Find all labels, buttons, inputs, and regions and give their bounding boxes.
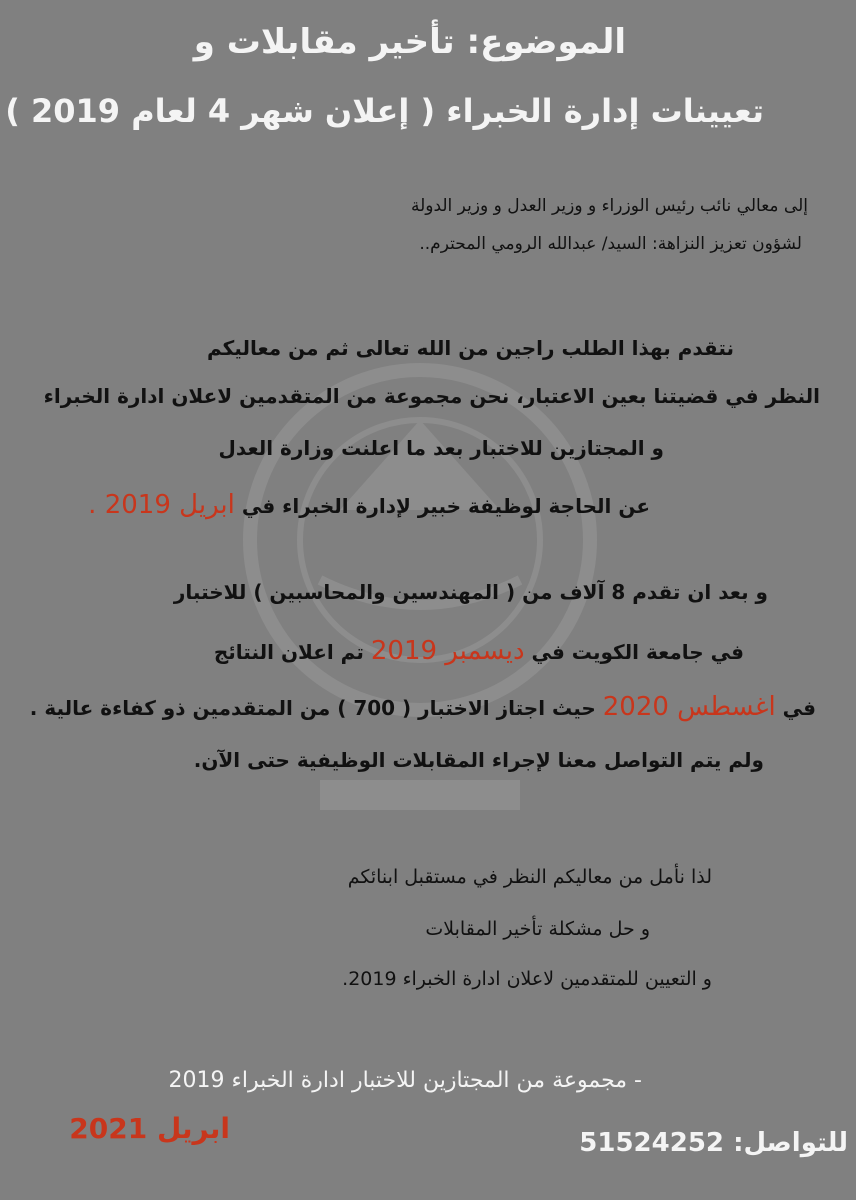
- body-line-5: و بعد ان تقدم 8 آلاف من ( المهندسين والمحاسبين ) للاختبار: [173, 580, 768, 604]
- body-line-2: النظر في قضيتنا بعين الاعتبار، نحن مجموعة من المتقدمين لاعلان ادارة الخبراء: [43, 384, 820, 408]
- addressee-line-1: إلى معالي نائب رئيس الوزراء و وزير العدل و وزير الدولة: [410, 196, 808, 216]
- date-highlight-august-2020: اغسطس 2020: [602, 692, 776, 722]
- closing-line-2: و حل مشكلة تأخير المقابلات: [425, 918, 650, 940]
- body-line-6-text-b: تم اعلان النتائج: [213, 640, 364, 664]
- body-line-7-text-b: حيث اجتاز الاختبار ( 700 ) من المتقدمين ذو كفاءة عالية .: [29, 696, 596, 720]
- body-line-6: [214, 636, 744, 666]
- ministry-emblem-watermark: [200, 330, 640, 890]
- addressee-line-2: لشؤون تعزيز النزاهة: السيد/ عبدالله الرومي المحترم..: [419, 234, 802, 254]
- body-line-3: و المجتازين للاختبار بعد ما اعلنت وزارة العدل: [218, 436, 664, 460]
- body-line-4: [88, 490, 650, 520]
- body-line-1: نتقدم بهذا الطلب راجين من الله تعالى ثم من معاليكم: [206, 336, 734, 360]
- body-line-7-text-a: في: [782, 696, 816, 720]
- contact-phone: للتواصل: 51524252: [579, 1128, 848, 1158]
- closing-line-1: لذا نأمل من معاليكم النظر في مستقبل ابنائكم: [347, 866, 712, 888]
- subject-line-1: الموضوع: تأخير مقابلات و: [193, 22, 626, 62]
- body-line-7: [30, 692, 816, 722]
- date-highlight-december-2019: ديسمبر 2019: [370, 636, 525, 666]
- body-line-8: ولم يتم التواصل معنا لإجراء المقابلات الوظيفية حتى الآن.: [193, 748, 764, 772]
- signature-line: - مجموعة من المجتازين للاختبار ادارة الخبراء 2019: [168, 1068, 642, 1093]
- body-line-6-text-a: في جامعة الكويت في: [531, 640, 744, 664]
- date-highlight-april-2019: ابريل 2019 .: [88, 490, 235, 520]
- signature-date: ابريل 2021: [69, 1112, 230, 1145]
- body-line-4-text: عن الحاجة لوظيفة خبير لإدارة الخبراء في: [241, 494, 650, 518]
- closing-line-3: و التعيين للمتقدمين لاعلان ادارة الخبراء 2019.: [342, 968, 712, 990]
- subject-line-2: تعيينات إدارة الخبراء ( إعلان شهر 4 لعام 2019 ): [5, 92, 764, 130]
